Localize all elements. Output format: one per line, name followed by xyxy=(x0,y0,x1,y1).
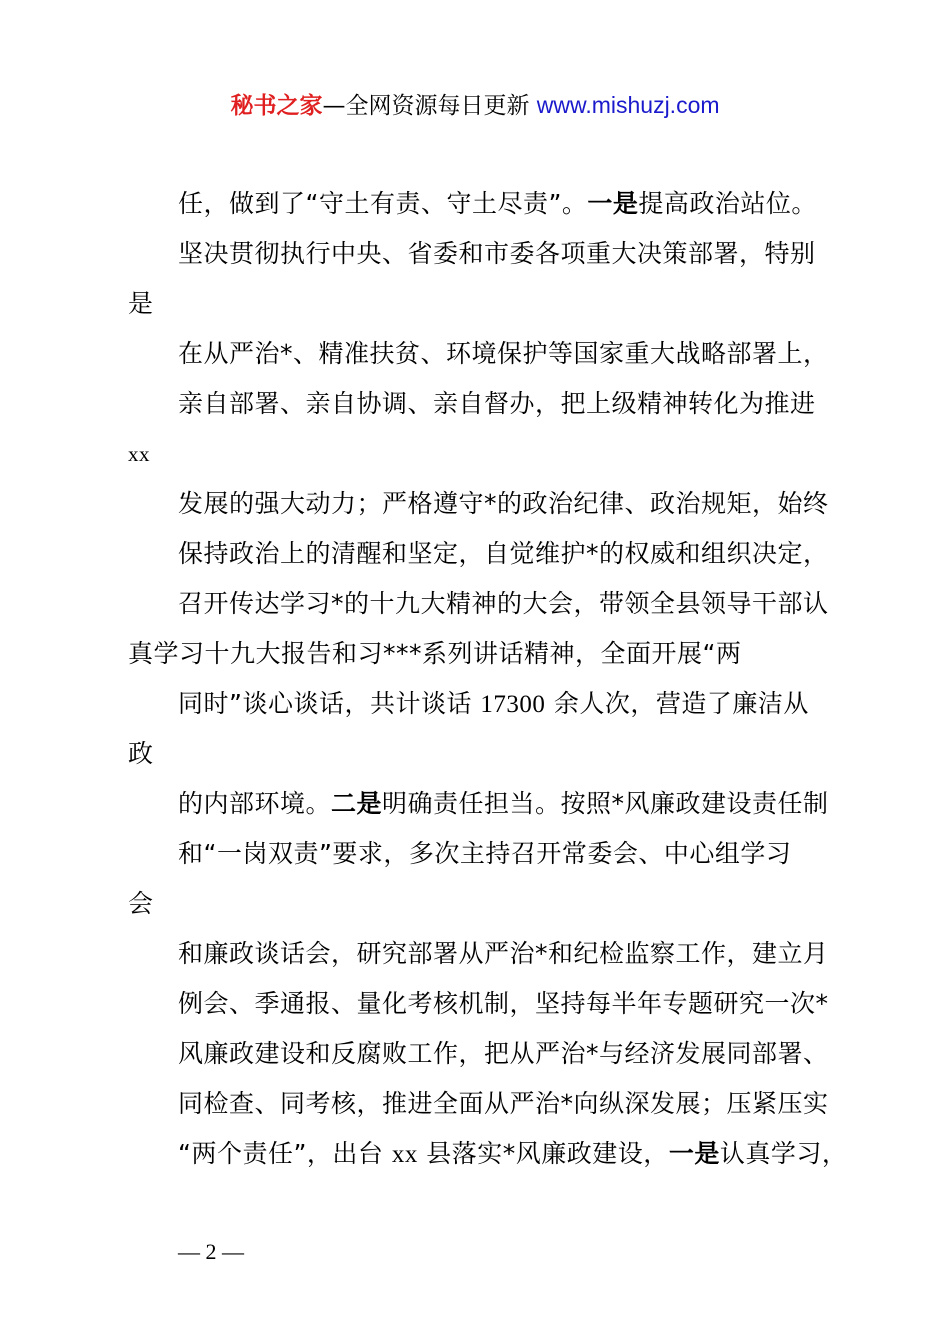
text-line: 发展的强大动力；严格遵守*的政治纪律、政治规矩，始终 xyxy=(178,489,829,518)
emphasis-label: 二是 xyxy=(331,789,383,818)
text-line: 会 xyxy=(128,889,154,918)
text-line: 在从严治*、精准扶贫、环境保护等国家重大战略部署上， xyxy=(178,339,829,368)
page-header xyxy=(0,88,950,123)
page-number: — 2 — xyxy=(178,1239,244,1264)
county-placeholder: xx xyxy=(391,1141,418,1168)
text-line: 和“一岗双责”要求，多次主持召开常委会、中心组学习 xyxy=(178,839,792,868)
text-line: 同检查、同考核，推进全面从严治*向纵深发展；压紧压实 xyxy=(178,1089,829,1118)
brand-name: 秘书之家 xyxy=(230,93,323,119)
text-line: 和廉政谈话会，研究部署从严治*和纪检监察工作，建立月 xyxy=(178,939,829,968)
site-url[interactable]: www.mishuzj.com xyxy=(536,92,720,118)
text-line: 政 xyxy=(128,739,154,768)
text-line: 同时”谈心谈话，共计谈话 17300 余人次，营造了廉洁从 xyxy=(178,689,809,718)
text-line: 例会、季通报、量化考核机制，坚持每半年专题研究一次* xyxy=(178,989,829,1018)
text-line: 保持政治上的清醒和坚定，自觉维护*的权威和组织决定， xyxy=(178,539,829,568)
emphasis-label: 一是 xyxy=(668,1139,720,1168)
count-number: 17300 xyxy=(480,691,546,718)
text-line: 任，做到了“守土有责、守土尽责”。一是提高政治站位。 xyxy=(178,189,817,218)
text-line: 风廉政建设和反腐败工作，把从严治*与经济发展同部署、 xyxy=(178,1039,829,1068)
text-line: xx xyxy=(128,442,150,466)
text-line: “两个责任”，出台 xx 县落实*风廉政建设，一是认真学习， xyxy=(178,1139,848,1168)
text-line: 坚决贯彻执行中央、省委和市委各项重大决策部署，特别 xyxy=(178,239,816,268)
text-line: 是 xyxy=(128,289,154,318)
header-tagline: —全网资源每日更新 xyxy=(322,93,537,119)
text-line: 的内部环境。二是明确责任担当。按照*风廉政建设责任制 xyxy=(178,789,829,818)
text-line: 真学习十九大报告和习***系列讲话精神，全面开展“两 xyxy=(128,639,742,668)
text-line: 亲自部署、亲自协调、亲自督办，把上级精神转化为推进 xyxy=(178,389,816,418)
emphasis-label: 一是 xyxy=(587,189,639,218)
text-line: 召开传达学习*的十九大精神的大会，带领全县领导干部认 xyxy=(178,589,829,618)
